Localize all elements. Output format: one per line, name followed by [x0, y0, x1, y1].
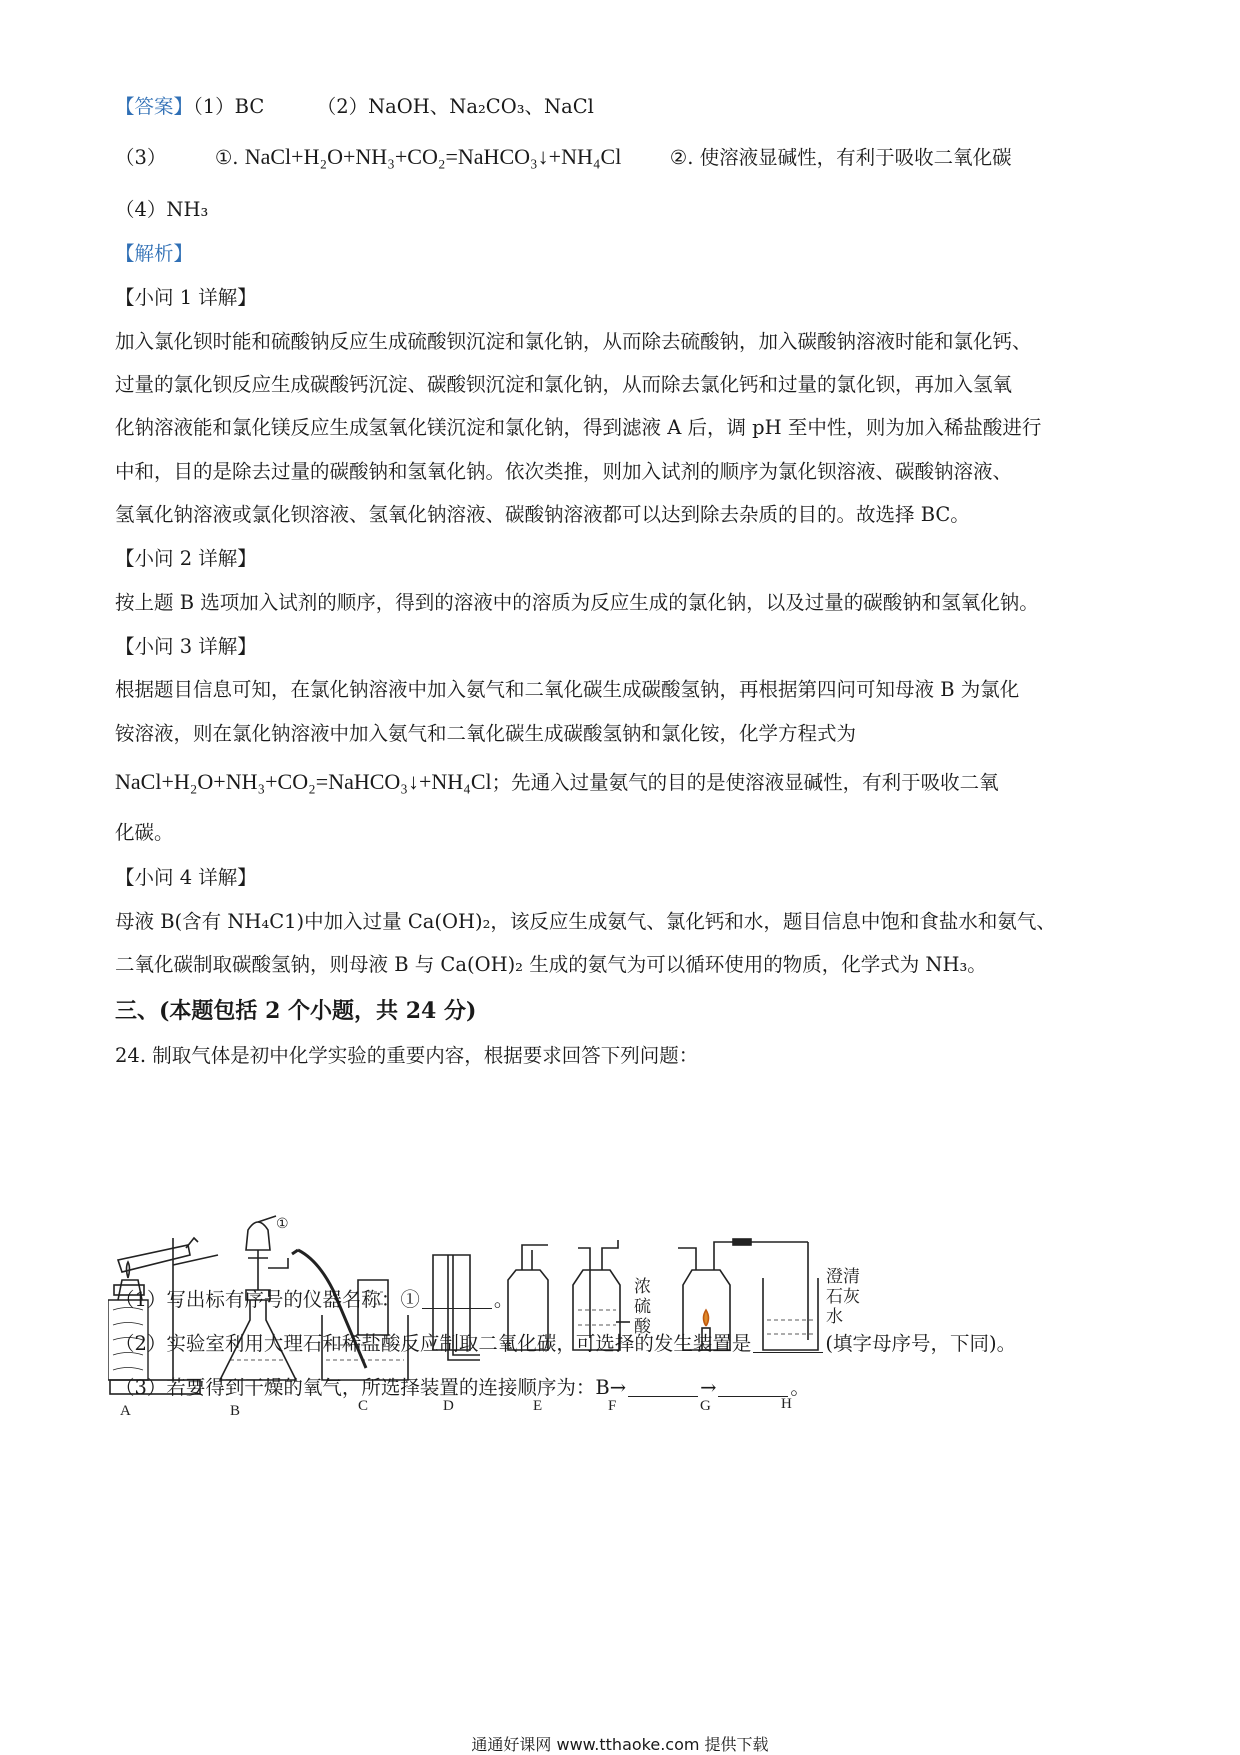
- sub-question-2-end: (填字母序号，下同)。: [825, 1332, 1017, 1355]
- q3-line: 铵溶液，则在氯化钠溶液中加入氨气和二氧化碳生成碳酸氢钠和氯化铵，化学方程式为: [115, 722, 857, 745]
- answer-part1: （1）BC: [193, 95, 265, 118]
- answer-label: 【答案】: [115, 95, 194, 118]
- f-label-line: 硫: [634, 1297, 651, 1316]
- sub-question-1-end: 。: [493, 1288, 514, 1311]
- q4-line: 母液 B(含有 NH₄C1)中加入过量 Ca(OH)₂，该反应生成氨气、氯化钙和水，题目信息中饱和食盐水和氨气、: [115, 910, 1056, 933]
- q3-last-line: 化碳。: [115, 821, 174, 844]
- q1-line: 化钠溶液能和氯化镁反应生成氢氧化镁沉淀和氯化钠，得到滤液 A 后，调 pH 至中性，则为加入稀盐酸进行: [115, 416, 1042, 439]
- label-g: G: [700, 1398, 711, 1414]
- q1-line: 过量的氯化钡反应生成碳酸钙沉淀、碳酸钡沉淀和氯化钠，从而除去氯化钙和过量的氯化钡，再加入氢氧: [115, 373, 1013, 396]
- q3-equation-tail: ；先通入过量氨气的目的是使溶液显碱性，有利于吸收二氧: [491, 771, 999, 794]
- label-f: F: [608, 1398, 617, 1414]
- q2-line: 按上题 B 选项加入试剂的顺序，得到的溶液中的溶质为反应生成的氯化钠，以及过量的碳酸钠和氢氧化钠。: [115, 591, 1039, 614]
- answer-blank[interactable]: [422, 1288, 492, 1309]
- sub-question-2: [115, 1330, 1016, 1358]
- label-h: H: [781, 1396, 792, 1412]
- f-label-line: 浓: [634, 1277, 651, 1296]
- q3-heading: 【小问 3 详解】: [115, 635, 257, 658]
- q3-equation: NaCl+H₂O+NH₃+CO₂=NaHCO₃↓+NH₄Cl: [115, 769, 492, 794]
- page-footer: 通通好课网 www.tthaoke.com 提供下载: [471, 1735, 769, 1754]
- q2-heading: 【小问 2 详解】: [115, 547, 257, 570]
- apparatus-a: [108, 1238, 218, 1394]
- label-e: E: [533, 1398, 543, 1414]
- answer-line-3: [115, 143, 1012, 172]
- sub-question-3: [115, 1374, 810, 1402]
- answer-part4: （4）NH₃: [115, 198, 209, 221]
- answer-part3-num: （3）: [115, 146, 167, 169]
- label-a: A: [120, 1403, 131, 1419]
- answer-line-1: [115, 93, 594, 121]
- question-24-stem: 24. 制取气体是初中化学实验的重要内容，根据要求回答下列问题：: [115, 1044, 699, 1067]
- answer-blank[interactable]: [628, 1376, 698, 1397]
- q3-equation-line: [115, 768, 999, 797]
- sub-question-1-text: （1）写出标有序号的仪器名称：①: [115, 1288, 420, 1311]
- analysis-label: 【解析】: [115, 242, 194, 265]
- h-label-line: 澄清: [826, 1267, 860, 1286]
- label-b: B: [230, 1403, 241, 1419]
- q3-line: 根据题目信息可知，在氯化钠溶液中加入氨气和二氧化碳生成碳酸氢钠，再根据第四问可知母液 B 为氯化: [115, 678, 1020, 701]
- apparatus-c: [292, 1250, 408, 1380]
- q4-heading: 【小问 4 详解】: [115, 866, 257, 889]
- answer-blank[interactable]: [718, 1376, 788, 1397]
- q1-heading: 【小问 1 详解】: [115, 286, 257, 309]
- sub-question-1: [115, 1286, 513, 1314]
- answer-part3-b: ②. 使溶液显碱性，有利于吸收二氧化碳: [669, 146, 1012, 169]
- q1-line: 氢氧化钠溶液或氯化钡溶液、氢氧化钠溶液、碳酸钠溶液都可以达到除去杂质的目的。故选择 BC。: [115, 503, 970, 526]
- sub-question-3-arrow: →: [700, 1376, 717, 1399]
- q4-line: 二氧化碳制取碳酸氢钠，则母液 B 与 Ca(OH)₂ 生成的氨气为可以循环使用的物质，化学式为 NH₃。: [115, 953, 987, 976]
- answer-blank[interactable]: [753, 1332, 823, 1353]
- sub-question-3-end: 。: [790, 1376, 810, 1399]
- q1-line: 中和，目的是除去过量的碳酸钠和氢氧化钠。依次类推，则加入试剂的顺序为氯化钡溶液、碳酸钠溶液、: [115, 460, 1013, 483]
- label-c: C: [358, 1398, 369, 1414]
- label-circle-one: ①: [276, 1217, 289, 1232]
- h-label-line: 水: [826, 1307, 843, 1326]
- answer-part3-equation: NaCl+H₂O+NH₃+CO₂=NaHCO₃↓+NH₄Cl: [244, 144, 622, 169]
- f-label-line: 酸: [634, 1317, 651, 1336]
- label-d: D: [443, 1398, 454, 1414]
- q1-line: 加入氯化钡时能和硫酸钠反应生成硫酸钡沉淀和氯化钠，从而除去硫酸钠，加入碳酸钠溶液时能和氯化钙、: [115, 330, 1032, 353]
- sub-question-2-text: （2）实验室利用大理石和稀盐酸反应制取二氧化碳，可选择的发生装置是: [115, 1332, 752, 1355]
- section-title: 三、(本题包括 2 个小题，共 24 分): [115, 998, 477, 1024]
- answer-part3-a-num: ①.: [214, 146, 239, 169]
- answer-part2: （2）NaOH、Na₂CO₃、NaCl: [316, 95, 594, 118]
- h-label-line: 石灰: [826, 1287, 860, 1306]
- sub-question-3-text: （3）若要得到干燥的氧气，所选择装置的连接顺序为：B→: [115, 1376, 627, 1399]
